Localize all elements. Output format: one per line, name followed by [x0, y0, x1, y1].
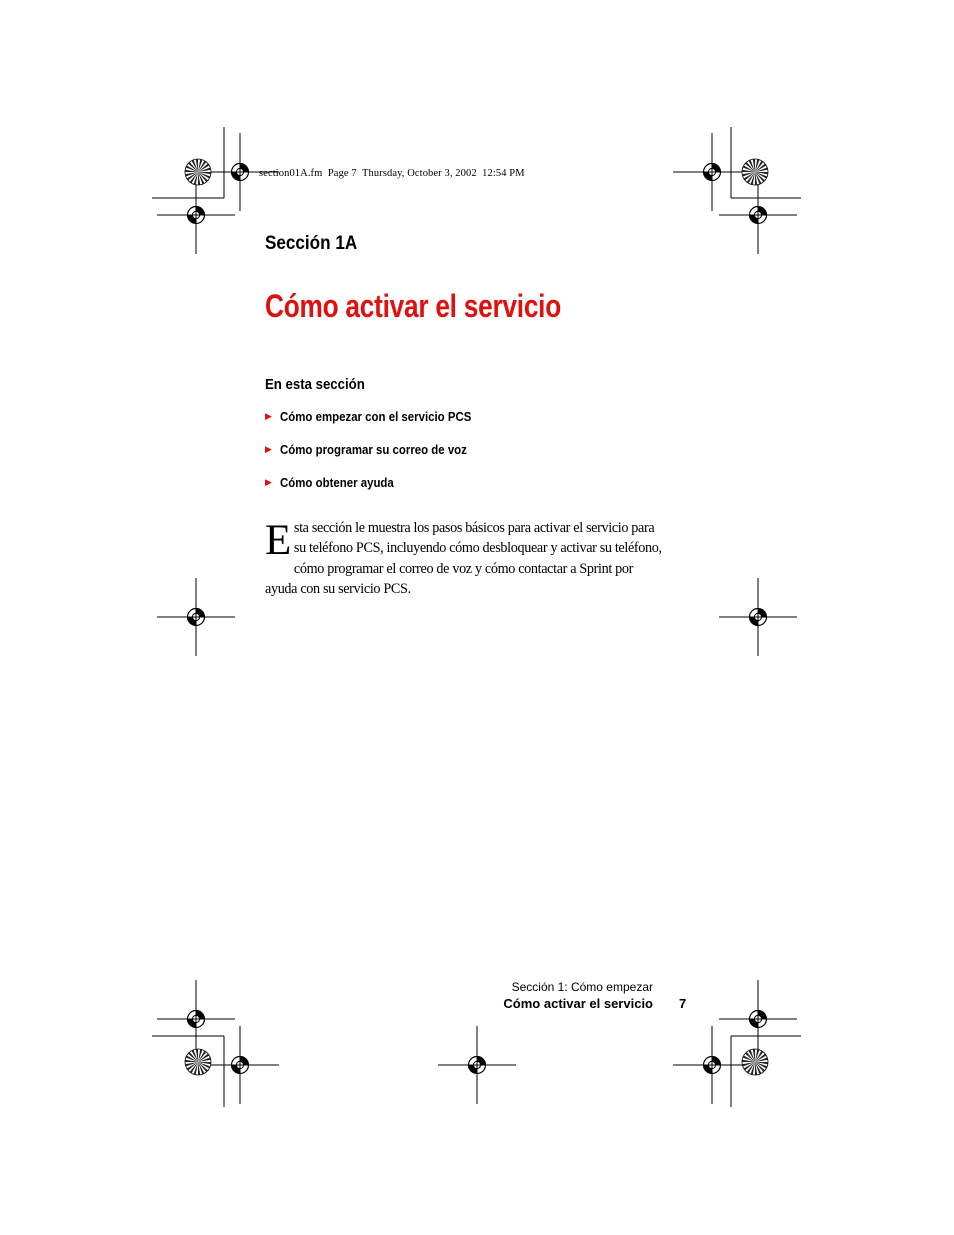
registration-mark-icon — [673, 133, 751, 211]
toc-item[interactable] — [265, 440, 492, 458]
page-number: 7 — [679, 996, 687, 1011]
color-bar-icon — [185, 1049, 211, 1075]
registration-mark-icon — [673, 1026, 751, 1104]
toc-item-label: Cómo obtener ayuda — [279, 474, 394, 490]
body-paragraph — [265, 518, 665, 600]
bullet-arrow-icon: ▶ — [265, 476, 272, 487]
color-bar-icon — [185, 159, 211, 185]
registration-mark-icon — [719, 578, 797, 656]
section-label: Sección 1A — [265, 233, 358, 254]
toc-item[interactable] — [265, 473, 409, 491]
registration-mark-icon — [157, 176, 235, 254]
toc-item-label: Cómo empezar con el servicio PCS — [279, 408, 472, 424]
registration-mark-icon — [157, 578, 235, 656]
toc-item[interactable] — [265, 407, 497, 425]
color-bar-icon — [742, 159, 768, 185]
bullet-arrow-icon: ▶ — [265, 443, 272, 454]
bullet-arrow-icon: ▶ — [265, 410, 272, 421]
drop-cap: E — [265, 517, 291, 564]
page-title: Cómo activar el servicio — [265, 288, 562, 324]
registration-mark-icon — [201, 1026, 279, 1104]
registration-mark-icon — [157, 980, 235, 1058]
footer-section: Sección 1: Cómo empezar — [511, 980, 653, 994]
registration-mark-icon — [438, 1026, 516, 1104]
crop-lines — [152, 127, 801, 1107]
footer-title: Cómo activar el servicio — [503, 996, 653, 1011]
file-header: section01A.fm Page 7 Thursday, October 3, 2002 12:54 PM — [259, 168, 525, 179]
toc-item-label: Cómo programar su correo de voz — [279, 441, 467, 457]
sub-heading: En esta sección — [265, 376, 365, 393]
color-bar-icon — [742, 1049, 768, 1075]
body-text: sta sección le muestra los pasos básicos para activar el servicio para su teléfono PCS, incluyendo cómo desbloquear y activar su teléfono, cómo programar el correo de voz y cómo contactar a Sprint por ayuda con su servicio PCS. — [265, 520, 662, 598]
